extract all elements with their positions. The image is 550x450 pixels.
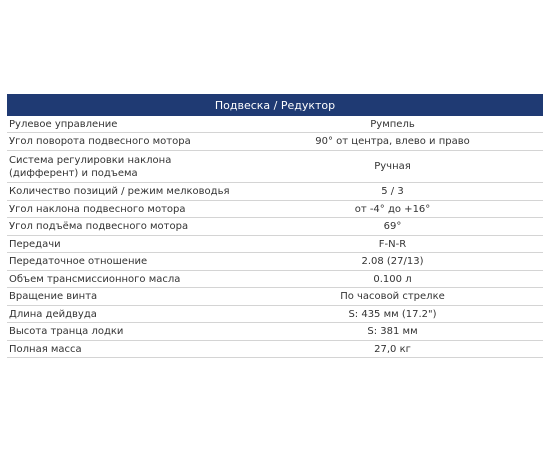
table-row: [7, 271, 543, 288]
row-value: Румпель: [370, 118, 415, 130]
spec-table: [7, 94, 543, 358]
row-value: 0.100 л: [373, 273, 412, 285]
table-row: [7, 253, 543, 271]
row-value: S: 435 мм (17.2"): [348, 308, 437, 320]
table-row: [7, 201, 543, 218]
row-value: 5 / 3: [381, 186, 404, 197]
table-header: Подвеска / Редуктор: [7, 94, 543, 116]
table-row: [7, 151, 543, 183]
row-label: Высота транца лодки: [9, 326, 124, 337]
row-value: 2.08 (27/13): [361, 256, 424, 267]
row-label: Угол подъёма подвесного мотора: [9, 221, 189, 232]
row-label: Система регулировки наклона (дифферент) и подъема: [9, 154, 172, 179]
row-label: Рулевое управление: [9, 118, 118, 130]
row-value: от -4° до +16°: [354, 203, 431, 215]
table-row: [7, 306, 543, 323]
row-label: Длина дейдвуда: [9, 308, 97, 320]
table-row: [7, 288, 543, 306]
row-label: Вращение винта: [9, 291, 98, 302]
row-label: Передаточное отношение: [9, 256, 148, 267]
table-row: [7, 341, 543, 358]
row-value: F-N-R: [378, 238, 407, 250]
row-label: Объем трансмиссионного масла: [9, 273, 181, 285]
table-row: [7, 323, 543, 341]
row-value: 90° от центра, влево и право: [315, 136, 470, 147]
row-value: 69°: [383, 221, 402, 232]
table-row: [7, 236, 543, 253]
row-label: Количество позиций / режим мелководья: [9, 186, 230, 197]
row-value: По часовой стрелке: [340, 291, 445, 302]
table-row: [7, 183, 543, 201]
row-label: Передачи: [9, 238, 61, 250]
row-label: Угол поворота подвесного мотора: [9, 136, 191, 147]
table-row: [7, 116, 543, 133]
row-value: Ручная: [374, 161, 411, 172]
row-label: Угол наклона подвесного мотора: [9, 203, 186, 215]
table-row: [7, 218, 543, 236]
row-value: S: 381 мм: [367, 326, 418, 337]
row-value: 27,0 кг: [374, 343, 411, 355]
table-row: [7, 133, 543, 151]
row-label: Полная масса: [9, 343, 82, 355]
